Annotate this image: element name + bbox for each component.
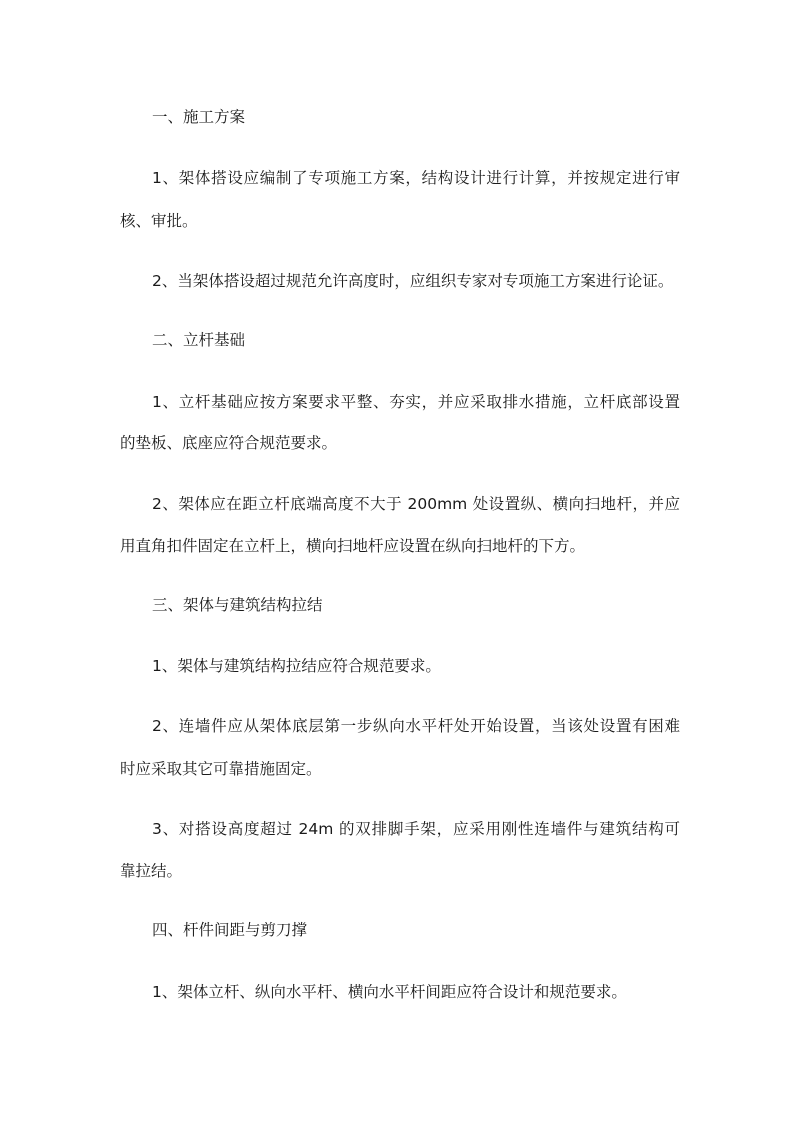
section-heading: 二、立杆基础	[152, 331, 246, 349]
paragraph-line: 1、架体与建筑结构拉结应符合规范要求。	[152, 657, 441, 675]
paragraph-line: 靠拉结。	[120, 862, 183, 880]
paragraph-line: 2、架体应在距立杆底端高度不大于 200mm 处设置纵、横向扫地杆，并应	[152, 495, 680, 513]
paragraph-line: 核、审批。	[120, 212, 198, 230]
paragraph-line: 2、连墙件应从架体底层第一步纵向水平杆处开始设置，当该处设置有困难	[152, 717, 680, 735]
paragraph-line: 2、当架体搭设超过规范允许高度时，应组织专家对专项施工方案进行论证。	[152, 272, 674, 290]
paragraph-line: 3、对搭设高度超过 24m 的双排脚手架，应采用刚性连墙件与建筑结构可	[152, 820, 680, 838]
section-heading: 三、架体与建筑结构拉结	[152, 596, 323, 614]
paragraph-line: 用直角扣件固定在立杆上，横向扫地杆应设置在纵向扫地杆的下方。	[120, 537, 586, 555]
paragraph-line: 1、架体搭设应编制了专项施工方案，结构设计进行计算，并按规定进行审	[152, 169, 680, 187]
paragraph-line: 时应采取其它可靠措施固定。	[120, 760, 322, 778]
paragraph-line: 1、立杆基础应按方案要求平整、夯实，并应采取排水措施，立杆底部设置	[152, 393, 680, 411]
section-heading: 一、施工方案	[152, 108, 246, 126]
paragraph-line: 的垫板、底座应符合规范要求。	[120, 434, 338, 452]
paragraph-line: 1、架体立杆、纵向水平杆、横向水平杆间距应符合设计和规范要求。	[152, 983, 627, 1001]
section-heading: 四、杆件间距与剪刀撑	[152, 921, 308, 939]
